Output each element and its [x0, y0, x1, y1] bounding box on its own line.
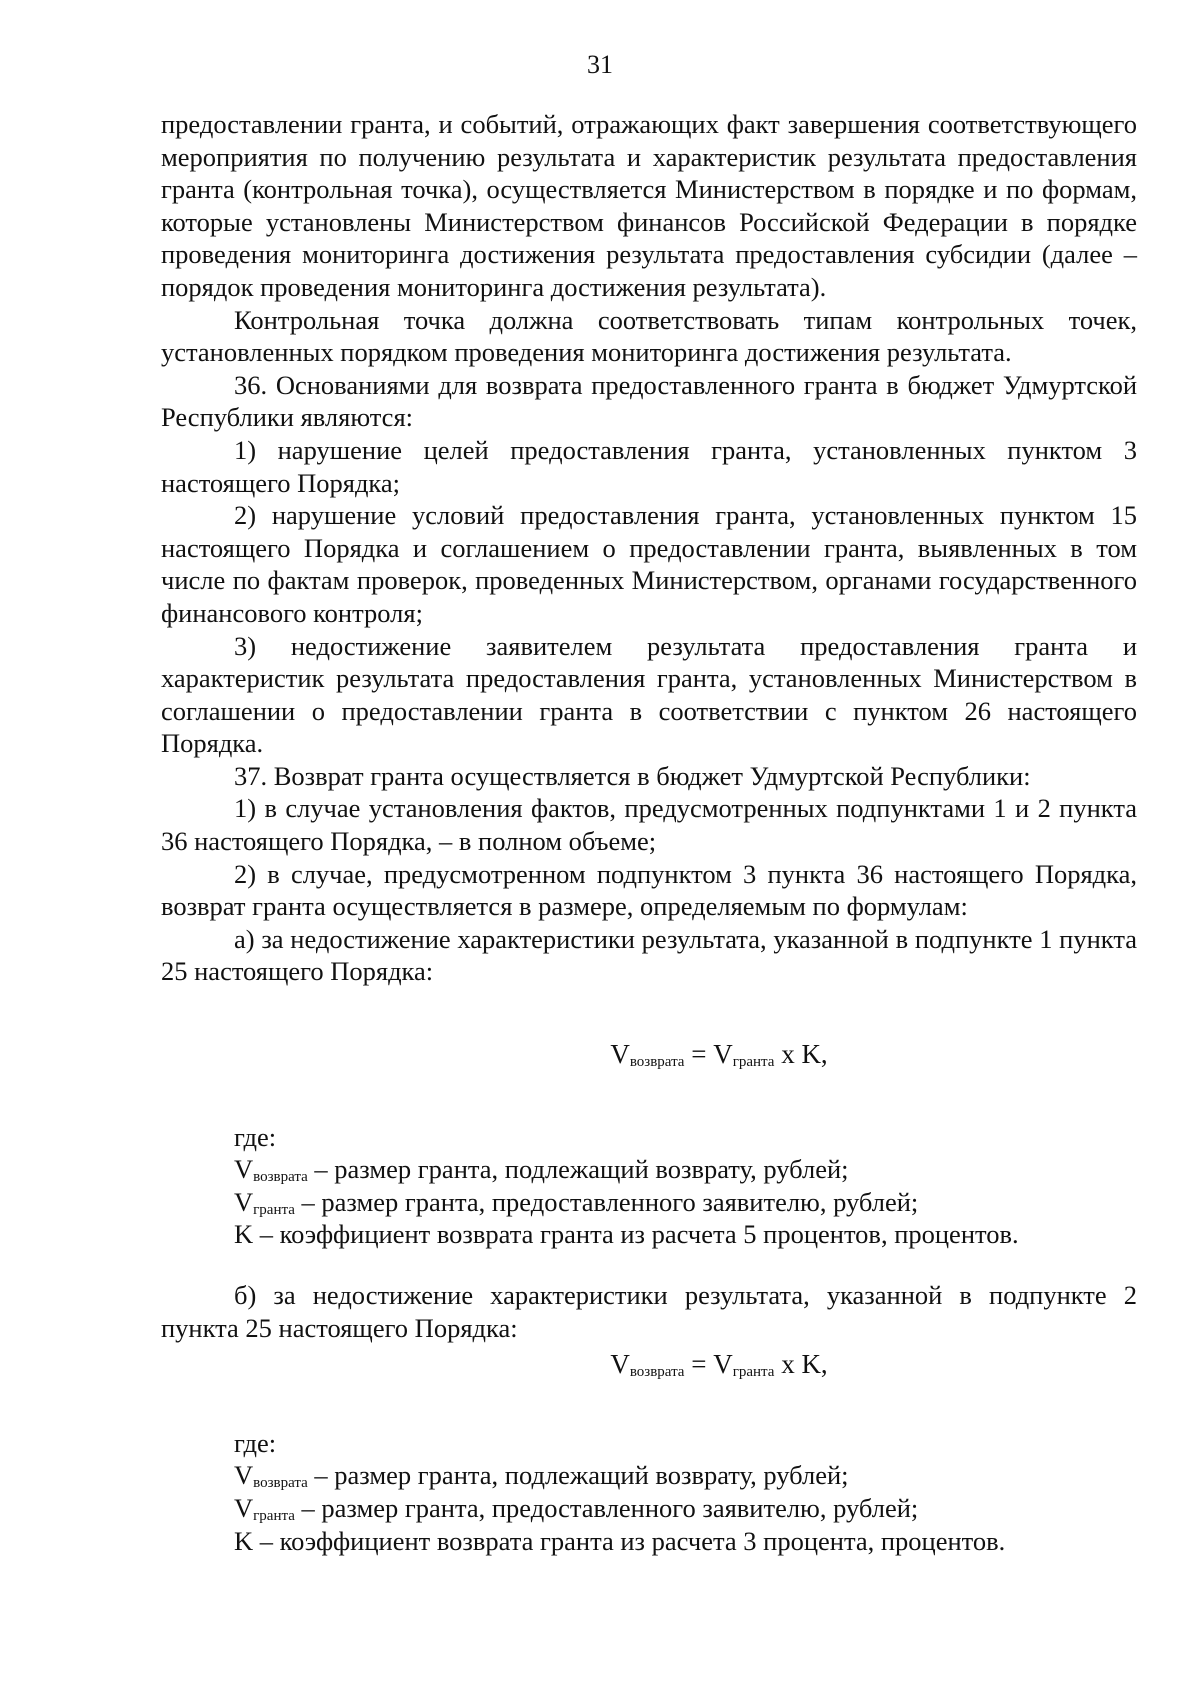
definition-v-return: $V_{возврата}$ – размер гранта, подлежащий возврату, рублей;	[234, 1154, 849, 1186]
definitions-a	[234, 1153, 1137, 1251]
paragraph-37: 37. Возврат гранта осуществляется в бюджет Удмуртской Республики:	[234, 760, 1031, 791]
paragraph-a: а) за недостижение характеристики результата, указанной в подпункте 1 пункта 25 настоящего Порядка:	[161, 923, 1137, 987]
definition-v-grant: $V_{гранта}$ – размер гранта, предоставленного заявителю, рублей;	[234, 1492, 919, 1524]
definition-v-return: $V_{возврата}$ – размер гранта, подлежащий возврату, рублей;	[234, 1460, 849, 1492]
document-body	[161, 108, 1137, 1557]
paragraph-36: 36. Основаниями для возврата предоставленного гранта в бюджет Удмуртской Республики являются:	[161, 369, 1137, 433]
paragraph-intro: предоставлении гранта, и событий, отражающих факт завершения соответствующего мероприятия по получению результата и характеристик результата предоставления гранта (контрольная точка), осуществляется Министерством в порядке и по формам, которые установлены Министерством финансов Российской Федерации в порядке проведения мониторинга достижения результата предоставления субсидии (далее – порядок проведения мониторинга достижения результата).	[161, 109, 1137, 302]
definition-k: K – коэффициент возврата гранта из расчета 3 процента, процентов.	[234, 1525, 1006, 1556]
paragraph-36-3: 3) недостижение заявителем результата предоставления гранта и характеристик результата предоставления гранта, установленных Министерством в соглашении о предоставлении гранта в соответствии с пунктом 26 настоящего Порядка.	[161, 630, 1137, 759]
spacer	[161, 1251, 1137, 1279]
definitions-b	[234, 1459, 1137, 1557]
definition-v-grant: $V_{гранта}$ – размер гранта, предоставленного заявителю, рублей;	[234, 1186, 919, 1218]
where-label-b: где:	[234, 1427, 277, 1458]
paragraph-37-2: 2) в случае, предусмотренном подпунктом 3 пункта 36 настоящего Порядка, возврат гранта осуществляется в размере, определяемым по формулам:	[161, 858, 1137, 922]
formula-a: $V_{возврата} = V_{гранта}$ x K,	[610, 1039, 828, 1071]
paragraph-b: б) за недостижение характеристики результата, указанной в подпункте 2 пункта 25 настоящего Порядка:	[161, 1280, 1137, 1343]
paragraph-36-1: 1) нарушение целей предоставления гранта, установленных пунктом 3 настоящего Порядка;	[161, 434, 1137, 498]
where-label-a: где:	[234, 1121, 277, 1152]
paragraph-control-point: Контрольная точка должна соответствовать типам контрольных точек, установленных порядком проведения мониторинга достижения результата.	[161, 304, 1137, 368]
definition-k: K – коэффициент возврата гранта из расчета 5 процентов, процентов.	[234, 1219, 1019, 1250]
top-paragraphs	[161, 108, 1137, 988]
formula-b: $V_{возврата} = V_{гранта}$ x K,	[610, 1349, 828, 1381]
paragraph-37-1: 1) в случае установления фактов, предусмотренных подпунктами 1 и 2 пункта 36 настоящего Порядка, – в полном объеме;	[161, 793, 1137, 857]
paragraph-36-2: 2) нарушение условий предоставления гранта, установленных пунктом 15 настоящего Порядка и соглашением о предоставлении гранта, выявленных в том числе по фактам проверок, проведенных Министерством, органами государственного финансового контроля;	[161, 500, 1137, 628]
page-number: 31	[587, 50, 613, 79]
